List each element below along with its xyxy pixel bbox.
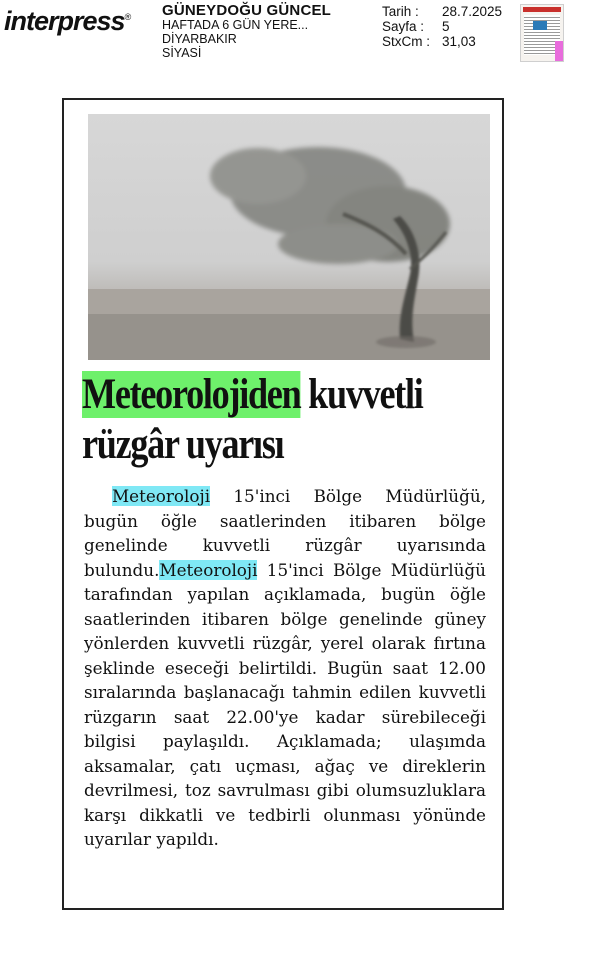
article-headline: Meteorolojiden kuvvetli rüzgâr uyarısı <box>82 371 423 468</box>
body-paragraph: Meteoroloji 15'inci Bölge Müdürlüğü, bugün öğle saatlerinden itibaren bölge genelinde kuvvetli rüzgâr uyarısında bulundu.Meteoroloji 15'inci Bölge Müdürlüğü tarafından yapılan açıklamada, bugün öğle saatlerinden itibaren bölge genelinde güney yönlerden kuvvetli rüzgâr, yerel olarak fırtına şeklinde eseceği belirtildi. Bugün saat 12.00 sıralarında başlanacağı tahmin edilen kuvvetli rüzgarın saat 22.00'ye kadar sürebileceği bilgisi paylaşıldı. Açıklamada; ulaşımda aksamalar, çatı uçması, ağaç ve direklerin devrilmesi, toz savrulması gibi olumsuzluklara karşı dikkatli ve tedbirli olunması yönünde uyarılar yapıldı. <box>84 486 486 849</box>
clipping-meta <box>382 4 502 49</box>
publication-city: DİYARBAKIR <box>162 32 237 46</box>
keyword-highlight: Meteoroloji <box>112 486 211 506</box>
headline-keyword-highlight: Meteorolojiden <box>82 371 301 418</box>
page-thumbnail[interactable] <box>520 4 564 62</box>
publication-frequency: HAFTADA 6 GÜN YERE... <box>162 18 309 32</box>
meta-stxcm: StxCm : 31,03 <box>382 34 476 49</box>
headline-line-2: rüzgâr uyarısı <box>82 421 284 468</box>
clipping-header <box>0 0 590 70</box>
publication-name: GÜNEYDOĞU GÜNCEL <box>162 2 332 19</box>
interpress-logo: interpress® <box>4 6 131 36</box>
article-body <box>84 484 486 852</box>
article-clipping <box>62 98 504 910</box>
keyword-highlight: Meteoroloji <box>159 559 258 580</box>
meta-page: Sayfa : 5 <box>382 19 450 34</box>
publication-info <box>162 4 331 60</box>
meta-date: Tarih : 28.7.2025 <box>382 4 503 19</box>
foggy-tree-photo <box>88 114 490 360</box>
publication-category: SİYASİ <box>162 46 202 60</box>
